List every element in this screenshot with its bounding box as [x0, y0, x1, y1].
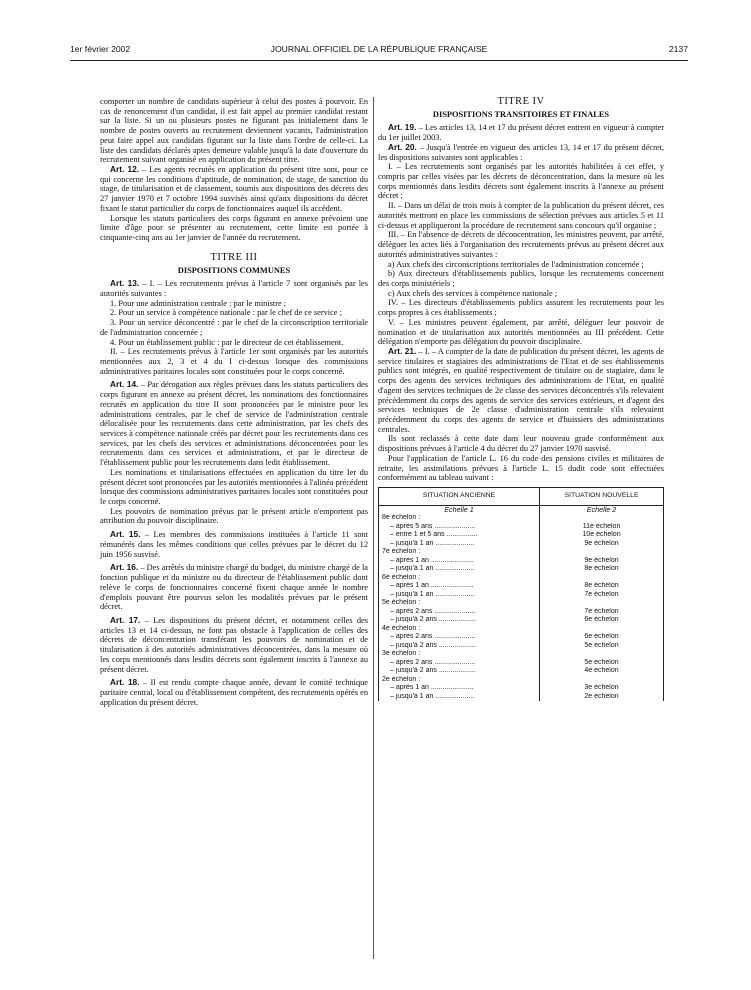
table-cell-old: – après 2 ans .....................: [390, 607, 476, 615]
table-cell-old: 2e échelon :: [382, 675, 421, 683]
paragraph: Ils sont reclassés à cette date dans leur nouveau grade conformément aux dispositions prévues à l'article 4 du décret du 27 janvier 1970 susvisé.: [378, 434, 664, 454]
titre-iii-heading: TITRE III: [210, 251, 258, 263]
article-20: [378, 143, 664, 162]
titre-iv-subheading: DISPOSITIONS TRANSITOIRES ET FINALES: [432, 109, 610, 119]
table-cell-old: – jusqu'à 2 ans ...................: [390, 667, 476, 675]
table-cell-new: 4e échelon: [584, 667, 619, 675]
paragraph: comporter un nombre de candidats supérieur à celui des postes à pourvoir. En cas de renoncement d'un candidat, il est fait appel au premier candidat restant sur la liste. Si un ou plusieurs postes ne figurant pas initialement dans le nombre de postes ouverts au recrutement deviennent vacants, l'administration peut faire appel aux candidats figurant sur la liste dans l'ordre de celle-ci. La liste des candidats déclarés aptes demeure valable jusqu'à la date d'ouverture du recrutement suivant organisé en application du présent titre.: [100, 97, 368, 165]
article-label: Art. 17.: [110, 614, 141, 625]
table-cell-old: – après 1 an ......................: [390, 582, 474, 590]
table-cell-old: 8e échelon :: [382, 514, 421, 522]
table-cell-old: – après 1 an ......................: [390, 684, 474, 692]
page-header: [70, 44, 688, 58]
table-cell-new: 9e échelon: [584, 539, 619, 547]
article-text: – I. – A compter de la date de publication du présent décret, les agents de service titulaires et stagiaires des administrations de l'Etat et de ses établissements publics sont intégrés, en qualité respectivement de titulaire ou de stagiaire, dans le corps des agents des services techniques des administrations de l'Etat, en qualité d'agent des services techniques de 2e classe des services déconcentrés s'ils relevaient précédemment du corps des agents de service des services extérieurs, et d'agent des services techniques de 2e classe d'administration centrale s'ils relevaient précédemment du corps des agents de service et d'huissiers des administrations centrales.: [378, 346, 664, 434]
table-cell-new: [543, 599, 660, 608]
article-label: Art. 13.: [110, 278, 140, 289]
table-header-old: SITUATION ANCIENNE: [379, 488, 540, 506]
article-16: [100, 563, 368, 612]
titre-iii-subheading: DISPOSITIONS COMMUNES: [177, 265, 291, 275]
paragraph: IV. – Les directeurs d'établissements publics assurent les recrutements pour les corps propres à ces établissements ;: [378, 298, 664, 318]
table-cell-old: – jusqu'à 1 an ....................: [390, 539, 475, 547]
table-header-new: SITUATION NOUVELLE: [540, 488, 664, 506]
paragraph: Les pouvoirs de nomination prévus par le présent article n'emportent pas attribution du pouvoir disciplinaire.: [100, 506, 368, 526]
table-cell-new: 8e échelon: [584, 565, 619, 573]
table-cell-new: 9e échelon: [584, 556, 619, 564]
article-label: Art. 19.: [388, 122, 417, 133]
article-text: – Par dérogation aux règles prévues dans les statuts particuliers des corps figurant en annexe au présent décret, les nominations des fonctionnaires recrutés en application du titre II sont prononcées par le ministre pour les administrations centrales, par le chef de service de l'administration centrale délocalisée pour les recrutements dans cette administration, par les chefs des services à compétence nationale créés par décret pour les recrutements dans ces services, par les chefs des services et administrations déconcentrées pour les recrutements dans ces services et administrations, et par le directeur de l'établissement public pour les recrutements dans ledit établissement.: [100, 380, 368, 468]
list-item: 1. Pour une administration centrale : par le ministre ;: [110, 298, 287, 308]
article-label: Art. 16.: [110, 562, 139, 573]
table-cell-new: 7e échelon: [584, 607, 619, 615]
table-cell-old: – jusqu'à 2 ans ...................: [390, 616, 476, 624]
table-cell-old: 5e échelon :: [382, 599, 421, 607]
table-cell-new: 5e échelon: [584, 641, 619, 649]
paragraph: III. – En l'absence de décrets de déconcentration, les ministres peuvent, par arrêté, déléguer les actes liés à l'organisation des recrutements prévus au présent décret aux autorités administratives suivantes :: [378, 230, 664, 259]
table-cell-new: [543, 650, 660, 659]
article-label: Art. 20.: [388, 141, 417, 152]
table-cell-old: – après 2 ans .....................: [390, 658, 476, 666]
paragraph: V. – Les ministres peuvent également, par arrêté, déléguer leur pouvoir de nomination et de titularisation aux autorités mentionnées au III précédent. Cette délégation n'emporte pas délégation du pouvoir disciplinaire.: [378, 317, 664, 347]
table-cell-old: – après 1 an ......................: [390, 556, 474, 564]
article-21: [378, 347, 664, 434]
table-cell-new: 5e échelon: [584, 658, 619, 666]
table-cell-old: – entre 1 et 5 ans ................: [390, 531, 478, 539]
table-cell-new: [543, 514, 660, 523]
list-item: a) Aux chefs des circonscriptions territoriales de l'administration concernée ;: [388, 259, 644, 269]
list-item: 2. Pour un service à compétence nationale : par le chef de ce service ;: [110, 308, 342, 318]
paragraph: Les nominations et titularisations effectuées en application du titre Ier du présent décret sont prononcées par les autorités mentionnées à l'alinéa précédent lorsque des commissions administratives paritaires locales sont constituées pour le corps concerné.: [100, 467, 368, 507]
table-cell-old: – jusqu'à 1 an ....................: [390, 565, 475, 573]
table-cell-new: 7e échelon: [584, 590, 619, 598]
scale-old-label: Echelle 1: [379, 505, 540, 514]
article-label: Art. 15.: [110, 529, 141, 540]
paragraph: II. – Dans un délai de trois mois à compter de la publication du présent décret, ces autorités mettront en place les commissions de sélection prévues aux articles 5 et 11 ci-dessus et appliqueront la procédure de recrutement sans concours qu'il organise ;: [378, 201, 664, 230]
table-cell-old: – jusqu'à 2 ans ...................: [390, 641, 476, 649]
table-cell-new: 6e échelon: [584, 616, 619, 624]
paragraph: I. – Les recrutements sont organisés par les autorités habilitées à cet effet, y compris par celles visées par les décrets de déconcentration, dans la mesure où les corps mentionnés dans lesdits décrets sont également inscrits à l'annexe au présent décret ;: [378, 162, 664, 201]
paragraph: Pour l'application de l'article L. 16 du code des pensions civiles et militaires de retraite, les assimilations prévues à l'article L. 15 dudit code sont effectuées conformément au tableau suivant :: [378, 453, 664, 483]
article-text: – Les membres des commissions instituées à l'article 11 sont rémunérés dans les mêmes conditions que celles prévues par le décret du 12 juin 1956 susvisé.: [100, 530, 368, 559]
equivalence-table: [378, 487, 664, 701]
paragraph: II. – Les recrutements prévus à l'article 1er sont organisés par les autorités mentionnées aux 2, 3 et 4 du I ci-dessus lorsque des commissions administratives paritaires locales sont constituées pour le corps concerné.: [100, 347, 368, 376]
scale-new-label: Echelle 2: [540, 505, 664, 514]
table-cell-new: 2e échelon: [584, 692, 619, 700]
new-situation-cells: [540, 514, 664, 701]
table-cell-old: 7e échelon :: [382, 548, 421, 556]
header-date: 1er février 2002: [70, 44, 131, 54]
table-cell-old: – jusqu'à 1 an ....................: [390, 692, 475, 700]
list-item: b) Aux directeurs d'établissements publics, lorsque les recrutements concernent des corps ministériels ;: [378, 269, 664, 288]
article-14: [100, 380, 368, 467]
article-text: – Les agents recrutés en application du présent titre sont, pour ce qui concerne les conditions d'aptitude, de nomination, de stage, de sanction du stage, de titularisation et de classement, soumis aux dispositions des décrets des 27 janvier 1970 et 7 octobre 1994 susvisés ainsi qu'aux dispositions du décret fixant le statut particulier du corps de fonctionnaires auquel ils accèdent.: [100, 165, 368, 213]
table-cell-new: 8e échelon: [584, 582, 619, 590]
article-12: [100, 165, 368, 214]
article-text: – Les articles 13, 14 et 17 du présent décret entrent en vigueur à compter du 1er juillet 2003.: [378, 123, 664, 143]
table-cell-new: 6e échelon: [584, 633, 619, 641]
table-cell-new: [543, 625, 660, 634]
list-item: c) Aux chefs des services à compétence nationale ;: [388, 288, 558, 298]
article-label: Art. 12.: [110, 164, 140, 175]
table-cell-old: – après 5 ans .....................: [390, 522, 476, 530]
column-divider: [373, 97, 374, 959]
article-text: – Il est rendu compte chaque année, devant le comité technique paritaire central, local ou d'établissement compétent, des recrutements opérés en application du présent décret.: [100, 678, 368, 707]
article-text: – I. – Les recrutements prévus à l'article 7 sont organisés par les autorités suivantes :: [100, 279, 368, 298]
header-page-number: 2137: [668, 44, 688, 54]
titre-iv-heading: TITRE IV: [497, 96, 545, 107]
list-item: 3. Pour un service déconcentré : par le chef de la circonscription territoriale de l'administration concernée ;: [100, 318, 368, 337]
paragraph: Lorsque les statuts particuliers des corps figurant en annexe prévoient une limite d'âge pour se présenter au recrutement, cette limite est portée à cinquante-cinq ans au 1er janvier de l'année du recrutement.: [100, 213, 368, 243]
table-cell-old: 6e échelon :: [382, 573, 421, 581]
header-journal-title: JOURNAL OFFICIEL DE LA RÉPUBLIQUE FRANÇAISE: [270, 44, 488, 54]
table-cell-new: [543, 548, 660, 557]
table-cell-new: [543, 574, 660, 583]
table-cell-new: 11e échelon: [582, 522, 621, 530]
header-rule: [70, 60, 688, 61]
table-cell-new: [543, 676, 660, 685]
old-situation-cells: [379, 514, 540, 701]
table-cell-new: 3e échelon: [584, 684, 619, 692]
table-cell-old: – jusqu'à 1 an ....................: [390, 590, 475, 598]
table-cell-old: 4e échelon :: [382, 624, 421, 632]
article-17: [100, 616, 368, 674]
left-column: [100, 97, 368, 707]
article-text: – Jusqu'à l'entrée en vigueur des articles 13, 14 et 17 du présent décret, les dispositions suivantes sont applicables :: [378, 142, 664, 162]
article-15: [100, 530, 368, 559]
table-cell-new: 10e échelon: [582, 531, 621, 539]
article-text: – Des arrêtés du ministre chargé du budget, du ministre chargé de la fonction publique et du ministre ou du directeur de l'établissement public dont relève le corps de fonctionnaires concerné fixent chaque année le nombre d'emplois pouvant être pourvus selon les modalités prévues par le présent décret.: [100, 563, 368, 612]
article-18: [100, 678, 368, 707]
article-label: Art. 18.: [110, 677, 140, 688]
article-13: [100, 279, 368, 298]
article-label: Art. 21.: [388, 345, 417, 356]
right-column: [378, 97, 664, 701]
table-cell-old: 3e échelon :: [382, 650, 421, 658]
table-cell-old: – après 2 ans .....................: [390, 633, 476, 641]
list-item: 4. Pour un établissement public : par le directeur de cet établissement.: [110, 337, 344, 347]
article-text: – Les dispositions du présent décret, et notamment celles des articles 13 et 14 ci-dessus, ne font pas obstacle à l'application de celles des décrets de déconcentration transférant les pouvoirs de nomination et de titularisation à des autorités administratives déconcentrées, dans la mesure où les corps mentionnés dans lesdits décrets sont également inscrits à l'annexe au présent décret.: [100, 615, 368, 674]
article-label: Art. 14.: [110, 379, 139, 390]
article-19: [378, 123, 664, 142]
